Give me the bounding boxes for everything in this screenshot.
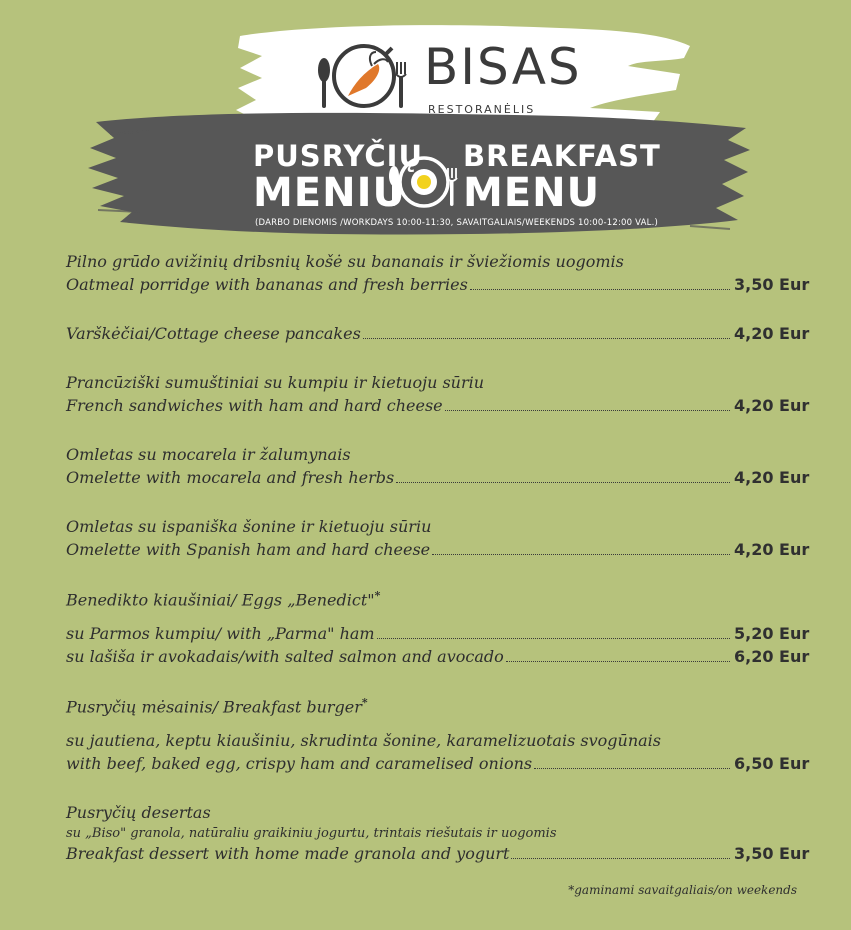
item-omelette-ham-en: Omelette with Spanish ham and hard cheese [66, 540, 431, 559]
item-benedict-parma-price: 5,20 Eur [734, 624, 810, 643]
item-burger-en: with beef, baked egg, crispy ham and caramelised onions [66, 754, 533, 773]
leader-dots [511, 857, 730, 859]
menu-list [66, 252, 810, 867]
leader-dots [396, 481, 730, 483]
leader-dots [432, 553, 730, 555]
title-lt-big: MENIU [253, 170, 406, 216]
leader-dots [470, 288, 730, 290]
item-dessert-price: 3,50 Eur [734, 844, 810, 863]
leader-dots [445, 409, 730, 411]
item-sandwich-lt: Prancūziški sumuštiniai su kumpiu ir kietuoju sūriu [66, 373, 485, 392]
weekend-mark: * [361, 696, 368, 709]
item-omelette-herbs [66, 468, 810, 491]
item-oatmeal [66, 275, 810, 298]
brand-name: BISAS [424, 38, 582, 96]
item-burger-title: Pusryčių mėsainis/ Breakfast burger [66, 697, 362, 717]
item-pancakes-name: Varškėčiai/Cottage cheese pancakes [66, 324, 361, 343]
item-benedict-parma [66, 624, 810, 647]
item-benedict-heading [66, 589, 806, 612]
item-pancakes-price: 4,20 Eur [734, 324, 810, 343]
item-oatmeal-price: 3,50 Eur [734, 275, 810, 294]
item-omelette-herbs-lt: Omletas su mocarela ir žalumynais [66, 445, 351, 464]
title-lt-top: PUSRYČIŲ [253, 139, 424, 173]
title-lt [253, 139, 424, 216]
item-burger-heading [66, 696, 806, 719]
leader-dots [506, 660, 730, 662]
item-sandwich [66, 396, 810, 419]
leader-dots [534, 767, 730, 769]
leader-dots [363, 337, 730, 339]
brush-stroke-background [0, 0, 851, 245]
item-dessert [66, 844, 810, 867]
title-en [463, 139, 661, 216]
opening-hours: (DARBO DIENOMIS /WORKDAYS 10:00-11:30, SAVAITGALIAIS/WEEKENDS 10:00-12:00 VAL.) [255, 218, 658, 228]
item-benedict-salmon [66, 647, 810, 670]
title-en-big: MENU [463, 170, 601, 216]
item-burger [66, 754, 810, 777]
weekend-mark: * [374, 589, 381, 602]
item-omelette-ham-lt: Omletas su ispaniška šonine ir kietuoju sūriu [66, 517, 432, 536]
item-oatmeal-lt: Pilno grūdo avižinių dribsnių košė su bananais ir šviežiomis uogomis [66, 252, 624, 271]
item-sandwich-price: 4,20 Eur [734, 396, 810, 415]
item-omelette-ham [66, 540, 810, 563]
item-dessert-en: Breakfast dessert with home made granola and yogurt [66, 844, 510, 863]
item-omelette-herbs-price: 4,20 Eur [734, 468, 810, 487]
item-oatmeal-en: Oatmeal porridge with bananas and fresh berries [66, 275, 468, 294]
menu-header [0, 0, 851, 245]
item-pancakes [66, 324, 810, 347]
leader-dots [377, 637, 730, 639]
item-benedict-salmon-name: su lašiša ir avokadais/with salted salmon and avocado [66, 647, 504, 666]
title-en-top: BREAKFAST [463, 139, 661, 173]
item-benedict-title: Benedikto kiaušiniai/ Eggs „Benedict" [66, 590, 375, 610]
item-burger-lt: su jautiena, keptu kiaušiniu, skrudinta šonine, karamelizuotais svogūnais [66, 731, 661, 750]
item-dessert-lt: su „Biso" granola, natūraliu graikiniu jogurtu, trintais riešutais ir uogomis [66, 826, 557, 841]
item-omelette-herbs-en: Omelette with mocarela and fresh herbs [66, 468, 395, 487]
brand-subtitle: RESTORANĖLIS [428, 103, 536, 116]
item-burger-price: 6,50 Eur [734, 754, 810, 773]
weekend-footnote: *gaminami savaitgaliais/on weekends [568, 883, 797, 897]
item-benedict-parma-name: su Parmos kumpiu/ with „Parma" ham [66, 624, 375, 643]
item-benedict-salmon-price: 6,20 Eur [734, 647, 810, 666]
item-omelette-ham-price: 4,20 Eur [734, 540, 810, 559]
item-sandwich-en: French sandwiches with ham and hard cheese [66, 396, 443, 415]
item-dessert-heading: Pusryčių desertas [66, 803, 211, 822]
